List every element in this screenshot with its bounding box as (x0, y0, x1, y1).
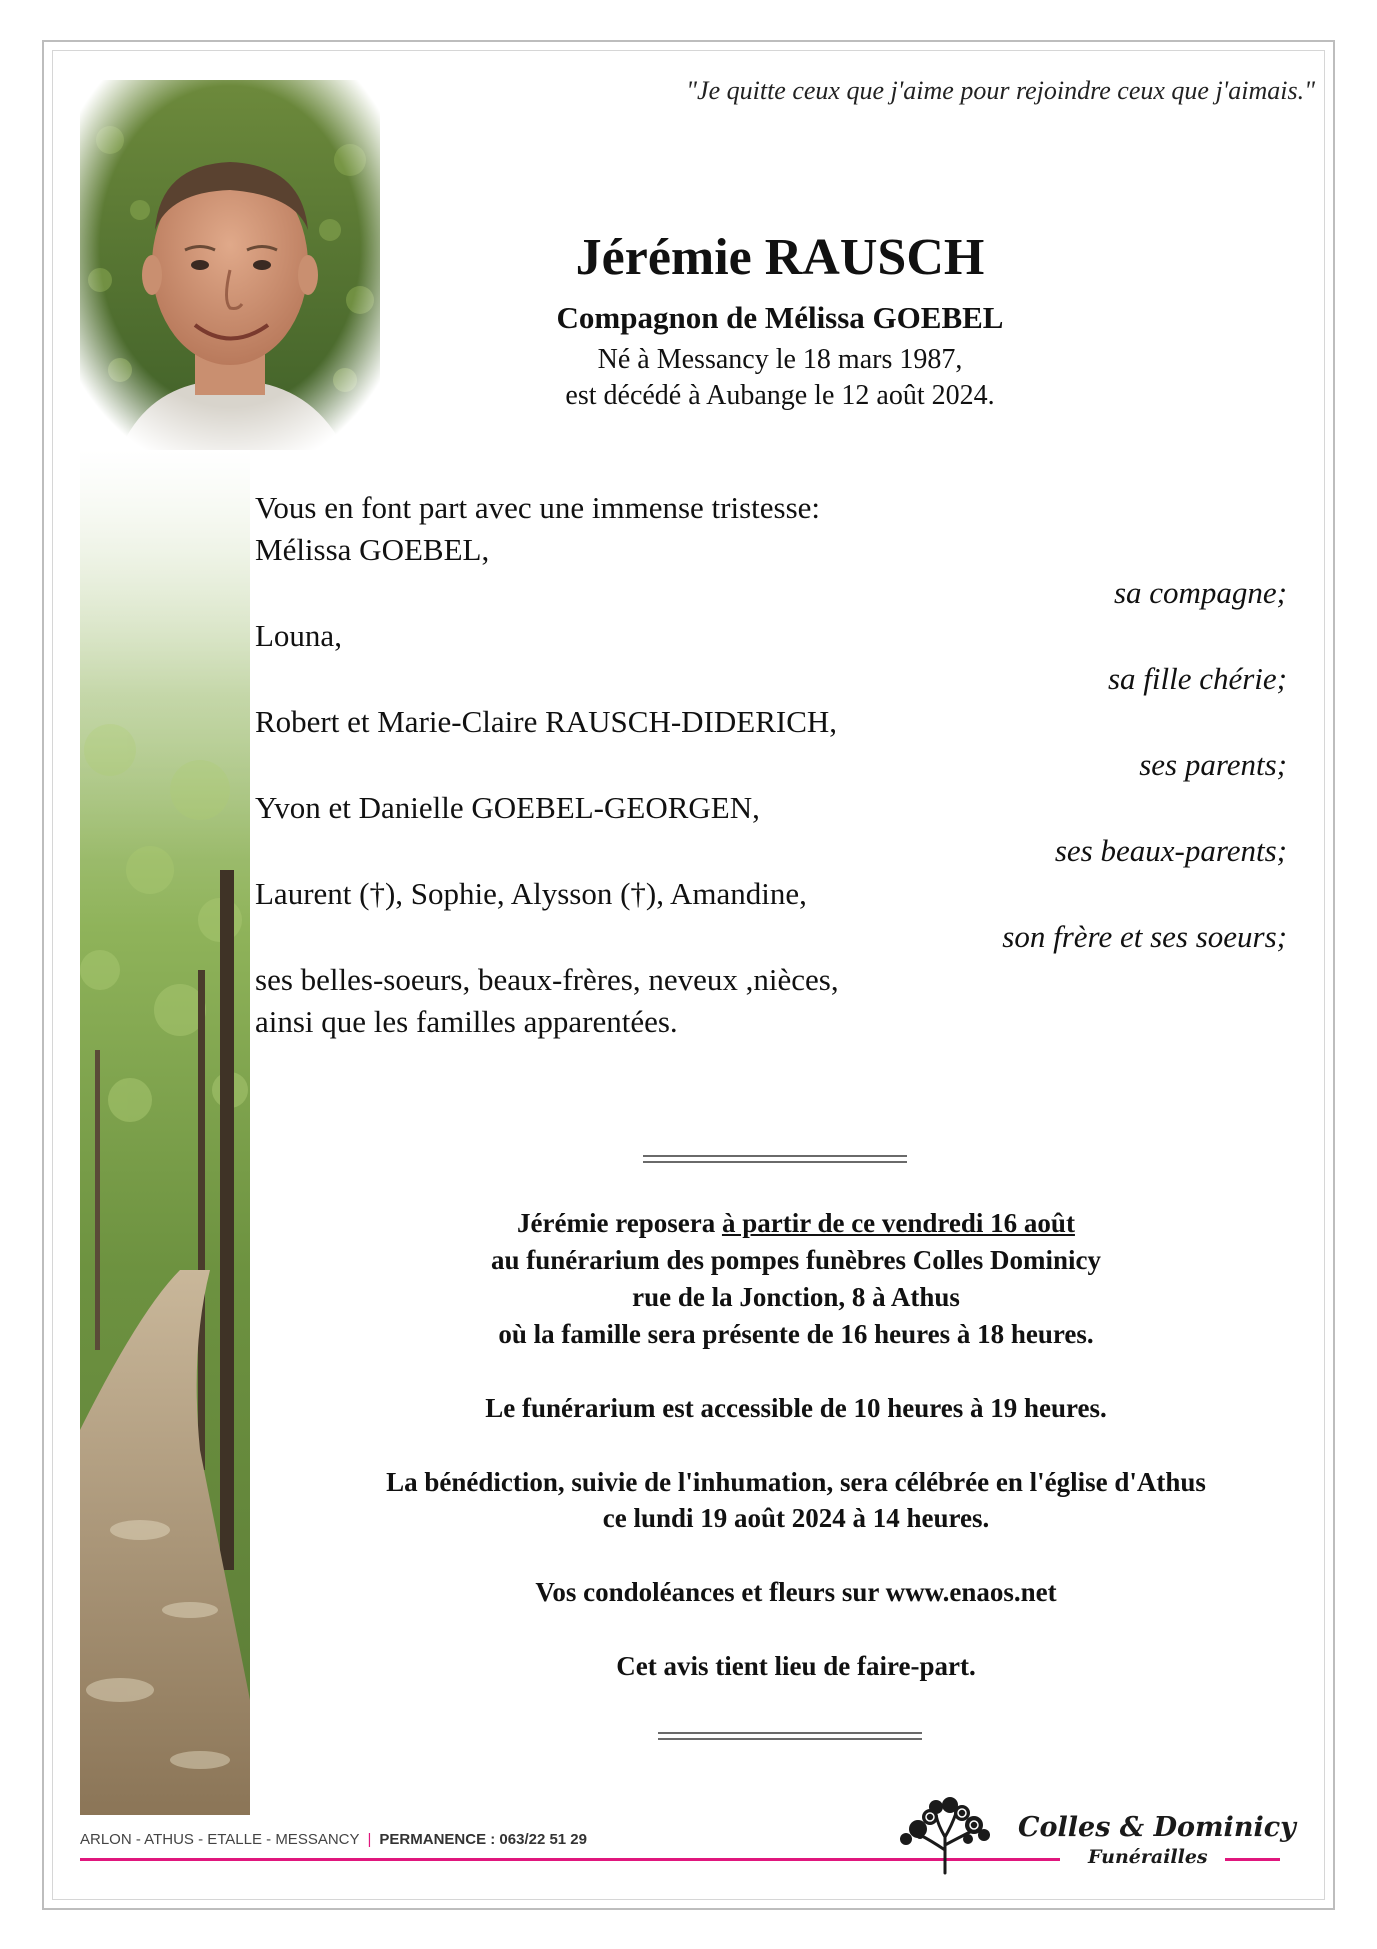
family-member-name: Yvon et Danielle GOEBEL-GEORGEN, (255, 790, 760, 825)
section-divider (643, 1155, 907, 1163)
address-line: rue de la Jonction, 8 à Athus (632, 1282, 960, 1312)
family-member-name: Mélissa GOEBEL, (255, 532, 490, 567)
opening-hours-line: Le funérarium est accessible de 10 heures à 19 heures. (485, 1393, 1107, 1423)
birth-line: Né à Messancy le 18 mars 1987, (597, 344, 963, 375)
reposera-date: à partir de ce vendredi 16 août (721, 1208, 1075, 1238)
family-member-name: Laurent (†), Sophie, Alysson (†), Amandine, (255, 876, 807, 911)
condolences-line: Vos condoléances et fleurs sur www.enaos.net (535, 1577, 1057, 1607)
family-intro: Vous en font part avec une immense tristesse: (255, 490, 821, 525)
forest-path-image (80, 450, 250, 1815)
funerarium-line: au funérarium des pompes funèbres Colles Dominicy (490, 1245, 1102, 1275)
family-closing-line: ainsi que les familles apparentées. (255, 1004, 678, 1039)
family-member-relation: ses parents; (1139, 747, 1287, 782)
footer-info (80, 1831, 587, 1848)
tree-logo-icon (890, 1795, 1000, 1880)
footer-separator: | (367, 1831, 372, 1848)
brand-subtitle: Funérailles (1088, 1846, 1208, 1868)
epigraph-quote: "Je quitte ceux que j'aime pour rejoindre ceux que j'aimais." (686, 76, 1315, 105)
footer-locations: ARLON - ATHUS - ETALLE - MESSANCY (80, 1831, 360, 1848)
family-member-relation: sa compagne; (1113, 575, 1287, 610)
death-line: est décédé à Aubange le 12 août 2024. (565, 380, 995, 411)
companion-line: Compagnon de Mélissa GOEBEL (556, 300, 1004, 335)
ceremony-line: La bénédiction, suivie de l'inhumation, sera célébrée en l'église d'Athus (386, 1467, 1206, 1497)
family-member-relation: son frère et ses soeurs; (1002, 919, 1287, 954)
brand-name: Colles & Dominicy (1018, 1812, 1296, 1843)
deceased-name: Jérémie RAUSCH (575, 229, 985, 286)
footer-accent-line-right (1225, 1858, 1280, 1861)
family-member-relation: ses beaux-parents; (1054, 833, 1287, 868)
family-closing-line: ses belles-soeurs, beaux-frères, neveux ,nièces, (255, 962, 839, 997)
section-divider (658, 1732, 922, 1740)
family-member-name: Robert et Marie-Claire RAUSCH-DIDERICH, (255, 704, 838, 739)
family-member-relation: sa fille chérie; (1107, 661, 1287, 696)
ceremony-date-line: ce lundi 19 août 2024 à 14 heures. (602, 1503, 990, 1533)
notice-line: Cet avis tient lieu de faire-part. (616, 1651, 976, 1681)
family-member-name: Louna, (255, 618, 342, 653)
family-presence-line: où la famille sera présente de 16 heures à 18 heures. (498, 1319, 1094, 1349)
reposera-prefix: Jérémie reposera (517, 1208, 722, 1238)
reposera-line (270, 1208, 1322, 1239)
footer-permanence: PERMANENCE : 063/22 51 29 (379, 1831, 587, 1848)
portrait-photo (80, 80, 380, 450)
